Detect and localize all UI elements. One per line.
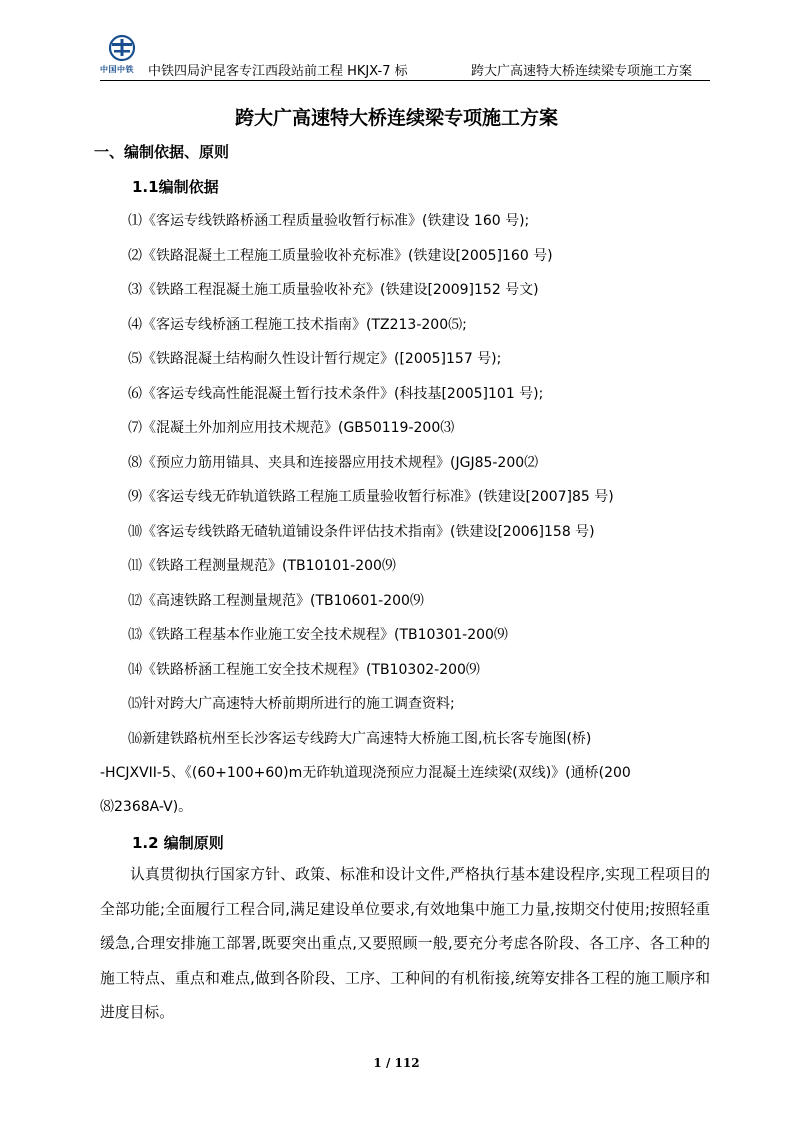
reference-item: ⑶《铁路工程混凝土施工质量验收补充》(铁建设[2009]152 号文) [128,282,539,298]
reference-item: ⑴《客运专线铁路桥涵工程质量验收暂行标准》(铁建设 160 号); [128,213,530,229]
reference-item: ⑼《客运专线无砟轨道铁路工程施工质量验收暂行标准》(铁建设[2007]85 号) [128,489,614,505]
document-title: 跨大广高速特大桥连续梁专项施工方案 [234,107,558,129]
reference-item: ⑹《客运专线高性能混凝土暂行技术条件》(科技基[2005]101 号); [128,385,544,402]
logo-label: 中国中铁 [100,65,134,74]
reference-list [128,204,718,756]
reference-item: ⒁《铁路桥涵工程施工安全技术规程》(TB10302-200⑼ [128,661,480,678]
principles-paragraph: 认真贯彻执行国家方针、政策、标准和设计文件,严格执行基本建设程序,实现工程项目的全部功能;全面履行工程合同,满足建设单位要求,有效地集中施工力量,按期交付使用;按照轻重缓急,合理安排施工部署,既要突出重点,又要照顾一般,要充分考虑各阶段、各工序、各工种的施工特点、重点和难点,做到各阶段、工序、工种间的有机衔接,统筹安排各工程的施工顺序和进度目标。 [100,866,710,1022]
page-header [100,32,710,81]
reference-item: ⑿《高速铁路工程测量规范》(TB10601-200⑼ [128,592,424,609]
reference-item-continuation: -HCJXVII-5、《(60+100+60)m无砟轨道现浇预应力混凝土连续梁(双线)》(通桥(200 [100,765,631,781]
header-document-name: 跨大广高速特大桥连续梁专项施工方案 [470,64,692,79]
header-project-name: 中铁四局沪昆客专江西段站前工程 HKJX-7 标 [148,64,408,79]
reference-item: ⒀《铁路工程基本作业施工安全技术规程》(TB10301-200⑼ [128,627,508,643]
subsection-heading-basis: 1.1编制依据 [132,178,219,196]
reference-item: ⑻《预应力筋用锚具、夹具和连接器应用技术规程》(JGJ85-200⑵ [128,454,539,471]
reference-item: ⒃新建铁路杭州至长沙客运专线跨大广高速特大桥施工图,杭长客专施图(桥) [128,730,592,747]
reference-item-continuation: ⑻2368A-V)。 [100,799,193,815]
reference-item: ⑾《铁路工程测量规范》(TB10101-200⑼ [128,558,396,574]
reference-item: ⑷《客运专线桥涵工程施工技术指南》(TZ213-200⑸; [128,316,467,333]
subsection-heading-principles: 1.2 编制原则 [132,834,224,852]
reference-item: ⒂针对跨大广高速特大桥前期所进行的施工调查资料; [128,696,455,712]
reference-item: ⑽《客运专线铁路无碴轨道铺设条件评估技术指南》(铁建设[2006]158 号) [128,523,595,540]
section-heading: 一、编制依据、原则 [94,143,230,161]
reference-item: ⑸《铁路混凝土结构耐久性设计暂行规定》([2005]157 号); [128,351,502,367]
crec-logo [100,34,144,76]
reference-item: ⑺《混凝土外加剂应用技术规范》(GB50119-200⑶ [128,420,455,436]
page-number: 1 / 112 [373,1056,420,1070]
reference-item: ⑵《铁路混凝土工程施工质量验收补充标准》(铁建设[2005]160 号) [128,247,553,264]
